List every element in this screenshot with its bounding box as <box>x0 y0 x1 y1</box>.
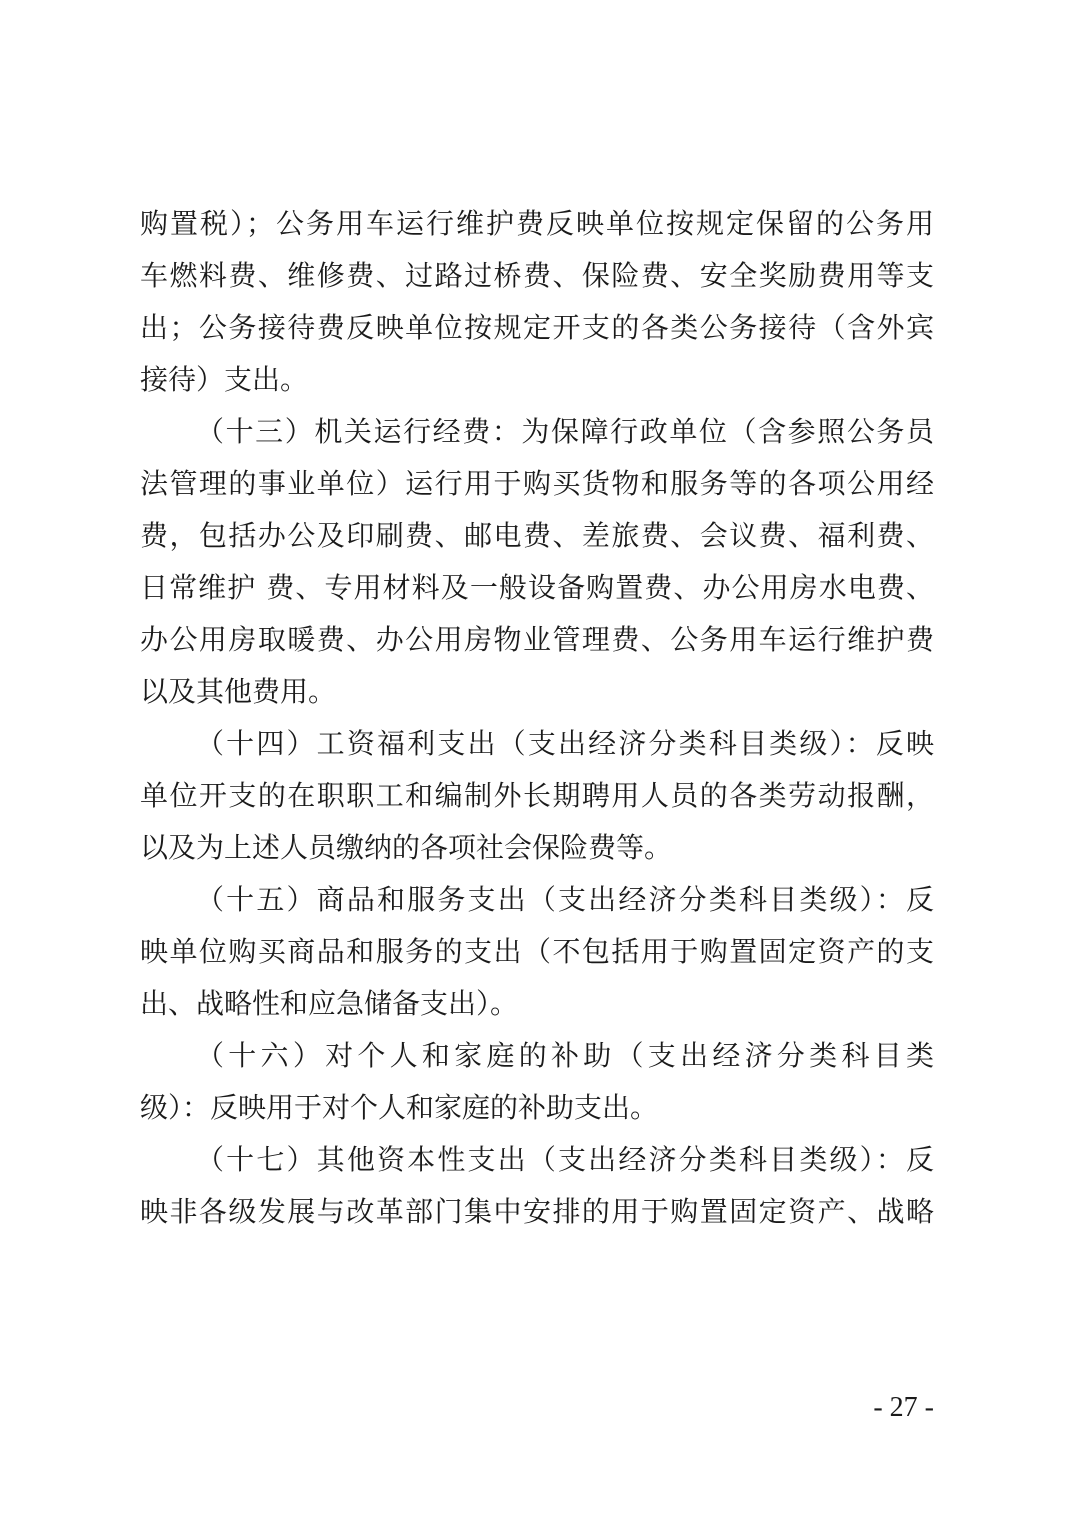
text-line: 映单位购买商品和服务的支出（不包括用于购置固定资产的支 <box>140 935 934 968</box>
paragraph-heading-15: （十五）商品和服务支出（支出经济分类科目类级）：反 <box>196 883 934 916</box>
paragraph-heading-13: （十三）机关运行经费：为保障行政单位（含参照公务员 <box>196 415 934 448</box>
paragraph-heading-16: （十六）对个人和家庭的补助（支出经济分类科目类 <box>196 1039 934 1072</box>
paragraph-heading-14: （十四）工资福利支出（支出经济分类科目类级）：反映 <box>196 727 934 760</box>
paragraph-heading-17: （十七）其他资本性支出（支出经济分类科目类级）：反 <box>196 1143 934 1176</box>
text-line: 映非各级发展与改革部门集中安排的用于购置固定资产、战略 <box>140 1195 934 1228</box>
page-number: - 27 - <box>873 1392 934 1423</box>
text-line: 级）：反映用于对个人和家庭的补助支出。 <box>140 1091 659 1124</box>
text-line: 出、战略性和应急储备支出）。 <box>140 987 519 1020</box>
text-line: 单位开支的在职职工和编制外长期聘用人员的各类劳动报酬， <box>140 779 934 812</box>
text-line: 出；公务接待费反映单位按规定开支的各类公务接待（含外宾 <box>140 311 934 344</box>
text-line: 费，包括办公及印刷费、邮电费、差旅费、会议费、福利费、 <box>140 519 934 552</box>
text-line: 车燃料费、维修费、过路过桥费、保险费、安全奖励费用等支 <box>140 259 934 292</box>
text-line: 以及为上述人员缴纳的各项社会保险费等。 <box>140 831 673 864</box>
text-line: 以及其他费用。 <box>140 675 337 708</box>
text-line: 接待）支出。 <box>140 363 309 396</box>
text-line: 购置税）；公务用车运行维护费反映单位按规定保留的公务用 <box>140 207 934 240</box>
text-line: 日常维护 费、专用材料及一般设备购置费、办公用房水电费、 <box>140 571 934 604</box>
text-line: 办公用房取暖费、办公用房物业管理费、公务用车运行维护费 <box>140 623 934 656</box>
text-line: 法管理的事业单位）运行用于购买货物和服务等的各项公用经 <box>140 467 934 500</box>
